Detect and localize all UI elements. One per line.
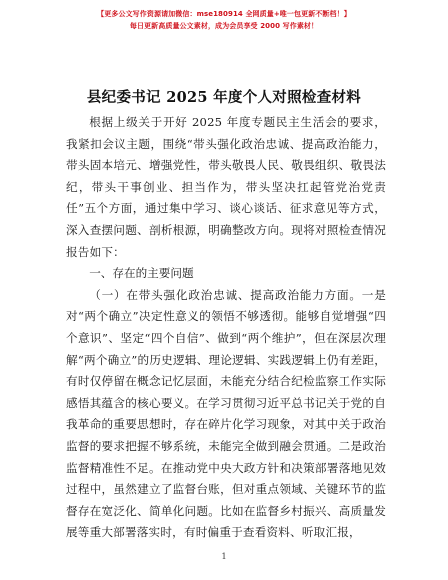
document-title: 县纪委书记 2025 年度个人对照检查材料 [86, 89, 362, 106]
promo-banner-line2: 每日更新高质量公文素材，成为会员享受 2000 写作素材！ [129, 22, 319, 30]
document-body [66, 112, 386, 544]
page-number: 1 [221, 552, 227, 561]
body-paragraph: （一）在带头强化政治忠诚、提高政治能力方面。一是对“两个确立”决定性意义的领悟不够透彻。能够自觉增强“四个意识”、坚定“四个自信”、做到“两个维护”，但在深层次理解“两个确立”的历史逻辑、理论逻辑、实践逻辑上仍有差距，有时仅停留在概念记忆层面，未能充分结合纪检监察工作实际感悟其蕴含的核心要义。在学习贯彻习近平总书记关于党的自我革命的重要思想时，存在碎片化学习现象，对其中关于政治监督的要求把握不够系统，未能完全做到融会贯通。二是政治监督精准性不足。在推动党中央大政方针和决策部署落地见效过程中，虽然建立了监督台账，但对重点领域、关键环节的监督存在宽泛化、简单化问题。比如在监督乡村振兴、高质量发展等重大部署落实时，有时偏重于查看资料、听取汇报， [66, 287, 386, 540]
promo-banner-line1: 【更多公文写作资源请加微信：mse180914 全网质量+唯一包更新不断档！】 [97, 10, 351, 18]
section-heading: 一、存在的主要问题 [89, 266, 194, 281]
intro-paragraph: 根据上级关于开好 2025 年度专题民主生活会的要求，我紧扣会议主题，围绕“带头强化政治忠诚、提高政治能力，带头固本培元、增强党性，带头敬畏人民、敬畏组织、敬畏法纪，带头干事创业、担当作为，带头坚决扛起管党治党责任”五个方面，通过集中学习、谈心谈话、征求意见等方式，深入查摆问题、剖析根源，明确整改方向。现将对照检查情况报告如下： [66, 115, 386, 259]
promo-banner [0, 8, 448, 32]
